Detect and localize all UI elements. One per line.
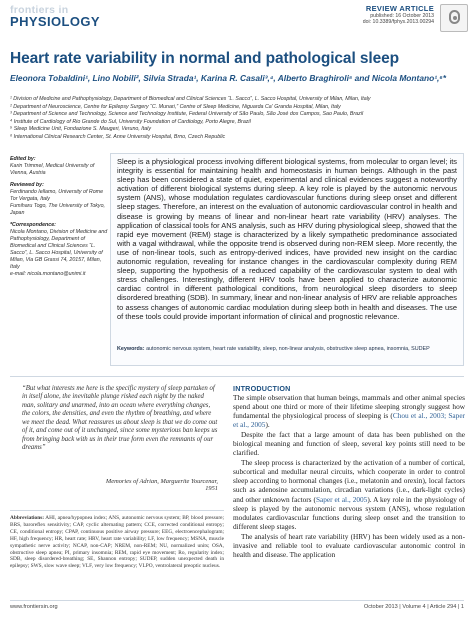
reviewed-by-text: Ferdinando Iellamo, University of Rome Tor Vergata, Italy Fumiharu Togo, The University of Tokyo, Japan xyxy=(10,189,105,216)
intro-heading: INTRODUCTION xyxy=(233,384,291,393)
correspondence-label: *Correspondence: xyxy=(10,222,56,228)
abstract-text: Sleep is a physiological process involving different biological systems, from molecular to organ level; its integrity is essential for maintaining health and homeostasis in human beings. Although in the past sleep has been considered a state of quiet, experimental and clinical evidences suggest a noteworthy activation of different biological systems during sleep. A key role is played by the autonomic nervous system (ANS), whose modulation regulates cardiovascular functions during sleep onset and different sleep stages. Therefore, an interest on the evaluation of autonomic cardiovascular control in health and disease is growing by means of linear and non-linear heart rate variability (HRV) analyses. The application of classical tools for ANS analysis, such as HRV during physiological sleep, showed that the rapid eye movement (REM) stage is characterized by a likely sympathetic predominance associated with a vagal withdrawal, while the opposite trend is observed during non-REM sleep. More recently, the use of non-linear tools, such as entropy-derived indices, have provided new insight on the cardiac autonomic regulation, revealing for instance changes in the cardiovascular complexity during REM sleep, supporting the hypothesis of a reduced capability of the cardiovascular system to deal with stress challenges. Interestingly, different HRV tools have been applied to characterize autonomic cardiac control in different pathological conditions, from neurological sleep disorders to sleep disordered breathing (SDB). In summary, linear and non-linear analysis of HRV are reliable approaches to assess changes of autonomic cardiac modulation during sleep both in health and diseases. The use of these tools could provide important information of clinical and prognostic relevance. xyxy=(117,157,457,321)
abbrev-divider xyxy=(10,510,224,511)
author-list: Eleonora Tobaldini¹, Lino Nobili², Silvia Strada¹, Karina R. Casali³,⁴, Alberto Braghiroli⁵ and Nicola Montano¹,⁶* xyxy=(10,73,446,83)
editor-sidebar xyxy=(10,156,108,283)
journal-logo-line2: PHYSIOLOGY xyxy=(10,14,100,29)
journal-url[interactable]: www.frontiersin.org xyxy=(10,604,58,610)
section-divider xyxy=(10,376,464,377)
abbrev-label: Abbreviations: xyxy=(10,515,45,521)
published-date: published: 16 October 2013 xyxy=(370,13,434,19)
reviewed-by-label: Reviewed by: xyxy=(10,182,44,188)
affiliation-item: ⁴ Institute of Cardiology of Rio Grande do Sul, University Foundation of Cardiology, Porto Alegre, Brazil xyxy=(10,118,251,125)
epigraph-quote: “But what interests me here is the specific mystery of sleep partaken of in itself alone, the inevitable plunge risked each night by the naked man, solitary and unarmed, into an ocean where everything changes, the colors, the densities, and even the rhythm of breathing, and where we meet the dead. What reassures us about sleep is that we do come out of it, and come out of it unchanged, since some mysterious ban keeps us from bringing back with us in their true form even the remnants of our dreams” xyxy=(22,385,218,452)
affiliation-item: ⁶ International Clinical Research Center, St. Anne University Hospital, Brno, Czech Republic xyxy=(10,133,226,140)
abbreviations xyxy=(10,515,224,570)
journal-logo-line1: frontiers in xyxy=(10,4,69,16)
issue-info: October 2013 | Volume 4 | Article 294 | 1 xyxy=(363,604,464,610)
footer-divider xyxy=(10,600,464,601)
affiliation-item: ³ Department of Science and Technology, Science and Technology Institute, Federal University of São Paulo, São José dos Campos, Sao Paulo, Brazil xyxy=(10,111,364,118)
intro-paragraph: The sleep process is characterized by the activation of a number of cortical, subcortical and medullar neural circuits, which cooperate in order to control sleep according to hormonal changes (i.e., melatonin and orexin), local factors such as adenosine accumulation, circadian variations (i.e., dark-light cycles) and other unknown factors (Saper et al., 2005). A key role in the physiology of sleep is played by the autonomic nervous system (ANS), whose regulation modulates cardiovascular functions during sleep onset and the transition to different sleep stages. xyxy=(233,458,465,531)
journal-logo[interactable] xyxy=(10,5,100,28)
article-type: REVIEW ARTICLE xyxy=(365,4,434,13)
keywords-text: autonomic nervous system, heart rate variability, sleep, non-linear analysis, obstructive sleep apnea, insomnia, SUDEP xyxy=(146,346,430,352)
page-footer xyxy=(10,604,464,614)
affiliations xyxy=(10,96,470,142)
intro-paragraph: The analysis of heart rate variability (HRV) has been widely used as a non-invasive and reliable tool to evaluate cardiovascular autonomic control in health and disease. The application xyxy=(233,531,465,559)
intro-paragraph: The simple observation that human beings, mammals and other animal species spend about one third or more of their lifetime sleeping strongly suggest how fundamental the physiological process of sleeping is (Chou et al., 2003; Saper et al., 2005). xyxy=(233,393,465,430)
correspondence-text: Nicola Montano, Division of Medicine and Pathophysiology, Department of Biomedical and Clinical Sciences “L. Sacco”, L. Sacco Hospital, University of Milan, Via GB Grassi 74, 20157, Milan, Italy e-mail: nicola.montano@unimi.it xyxy=(10,229,108,277)
edited-by-text: Karin Trimmel, Medical University of Vienna, Austria xyxy=(10,163,95,176)
affiliation-item: ⁵ Sleep Medicine Unit, Fondazione S. Maugeri, Veruno, Italy xyxy=(10,126,152,133)
open-access-icon xyxy=(440,4,468,32)
intro-paragraph: Despite the fact that a large amount of data has been published on the biological meaning and function of sleep, several key points still need to be clarified. xyxy=(233,430,465,458)
epigraph-source: Memories of Adrian, Marguerite Yourcenar, 1951 xyxy=(105,478,218,492)
article-title: Heart rate variability in normal and pathological sleep xyxy=(10,50,400,67)
keywords xyxy=(117,346,457,353)
affiliation-item: ² Department of Neuroscience, Centre for Epilepsy Surgery “C. Munari,” Centre of Sleep Medicine, Niguarda Ca' Granda Hospital, Milan, Italy xyxy=(10,103,341,110)
citation-link[interactable]: Saper et al., 2005 xyxy=(315,494,368,504)
citation-link[interactable]: Chou et al., 2003; Saper et al., 2005 xyxy=(233,411,465,430)
intro-body xyxy=(233,393,465,560)
journal-header xyxy=(0,0,474,40)
article-meta xyxy=(363,4,434,25)
edited-by-label: Edited by: xyxy=(10,156,36,162)
abbrev-text: AHI, apnea/hypopnea index; ANS, autonomic nervous system; BP, blood pressure; BRS, baroreflex sensitivity; CAP, cyclic alternating pattern; CCE, corrected conditional entropy; CE, conditional entropy; CPAP, continuous positive airway pressure; EEG, electroencephalogram; HF, high frequency; HR, heart rate; HRV, heart rate variability; LF, low frequency; MSNA, muscle sympathetic nerve activity; NCAP, non-CAP; NREM, non-REM; NU, normalized units; OSA, obstructive sleep apnea; PI, primary insomnia; REM, rapid eye movement; Ro, regularity index; SDB, sleep disordered-breathing; SE, Shannon entropy; SUDEP, sudden unexpected death in epilepsy; SWS, slow wave sleep; VLF, very low frequency; VLPO, ventrolateral preoptic nucleus. xyxy=(10,515,224,570)
keywords-label: Keywords: xyxy=(117,346,145,352)
doi[interactable]: doi: 10.3389/fphys.2013.00294 xyxy=(362,19,434,26)
affiliation-item: ¹ Division of Medicine and Pathophysiology, Department of Biomedical and Clinical Sciences “L. Sacco”, L. Sacco Hospital, University of Milan, Milan, Italy xyxy=(10,96,371,102)
